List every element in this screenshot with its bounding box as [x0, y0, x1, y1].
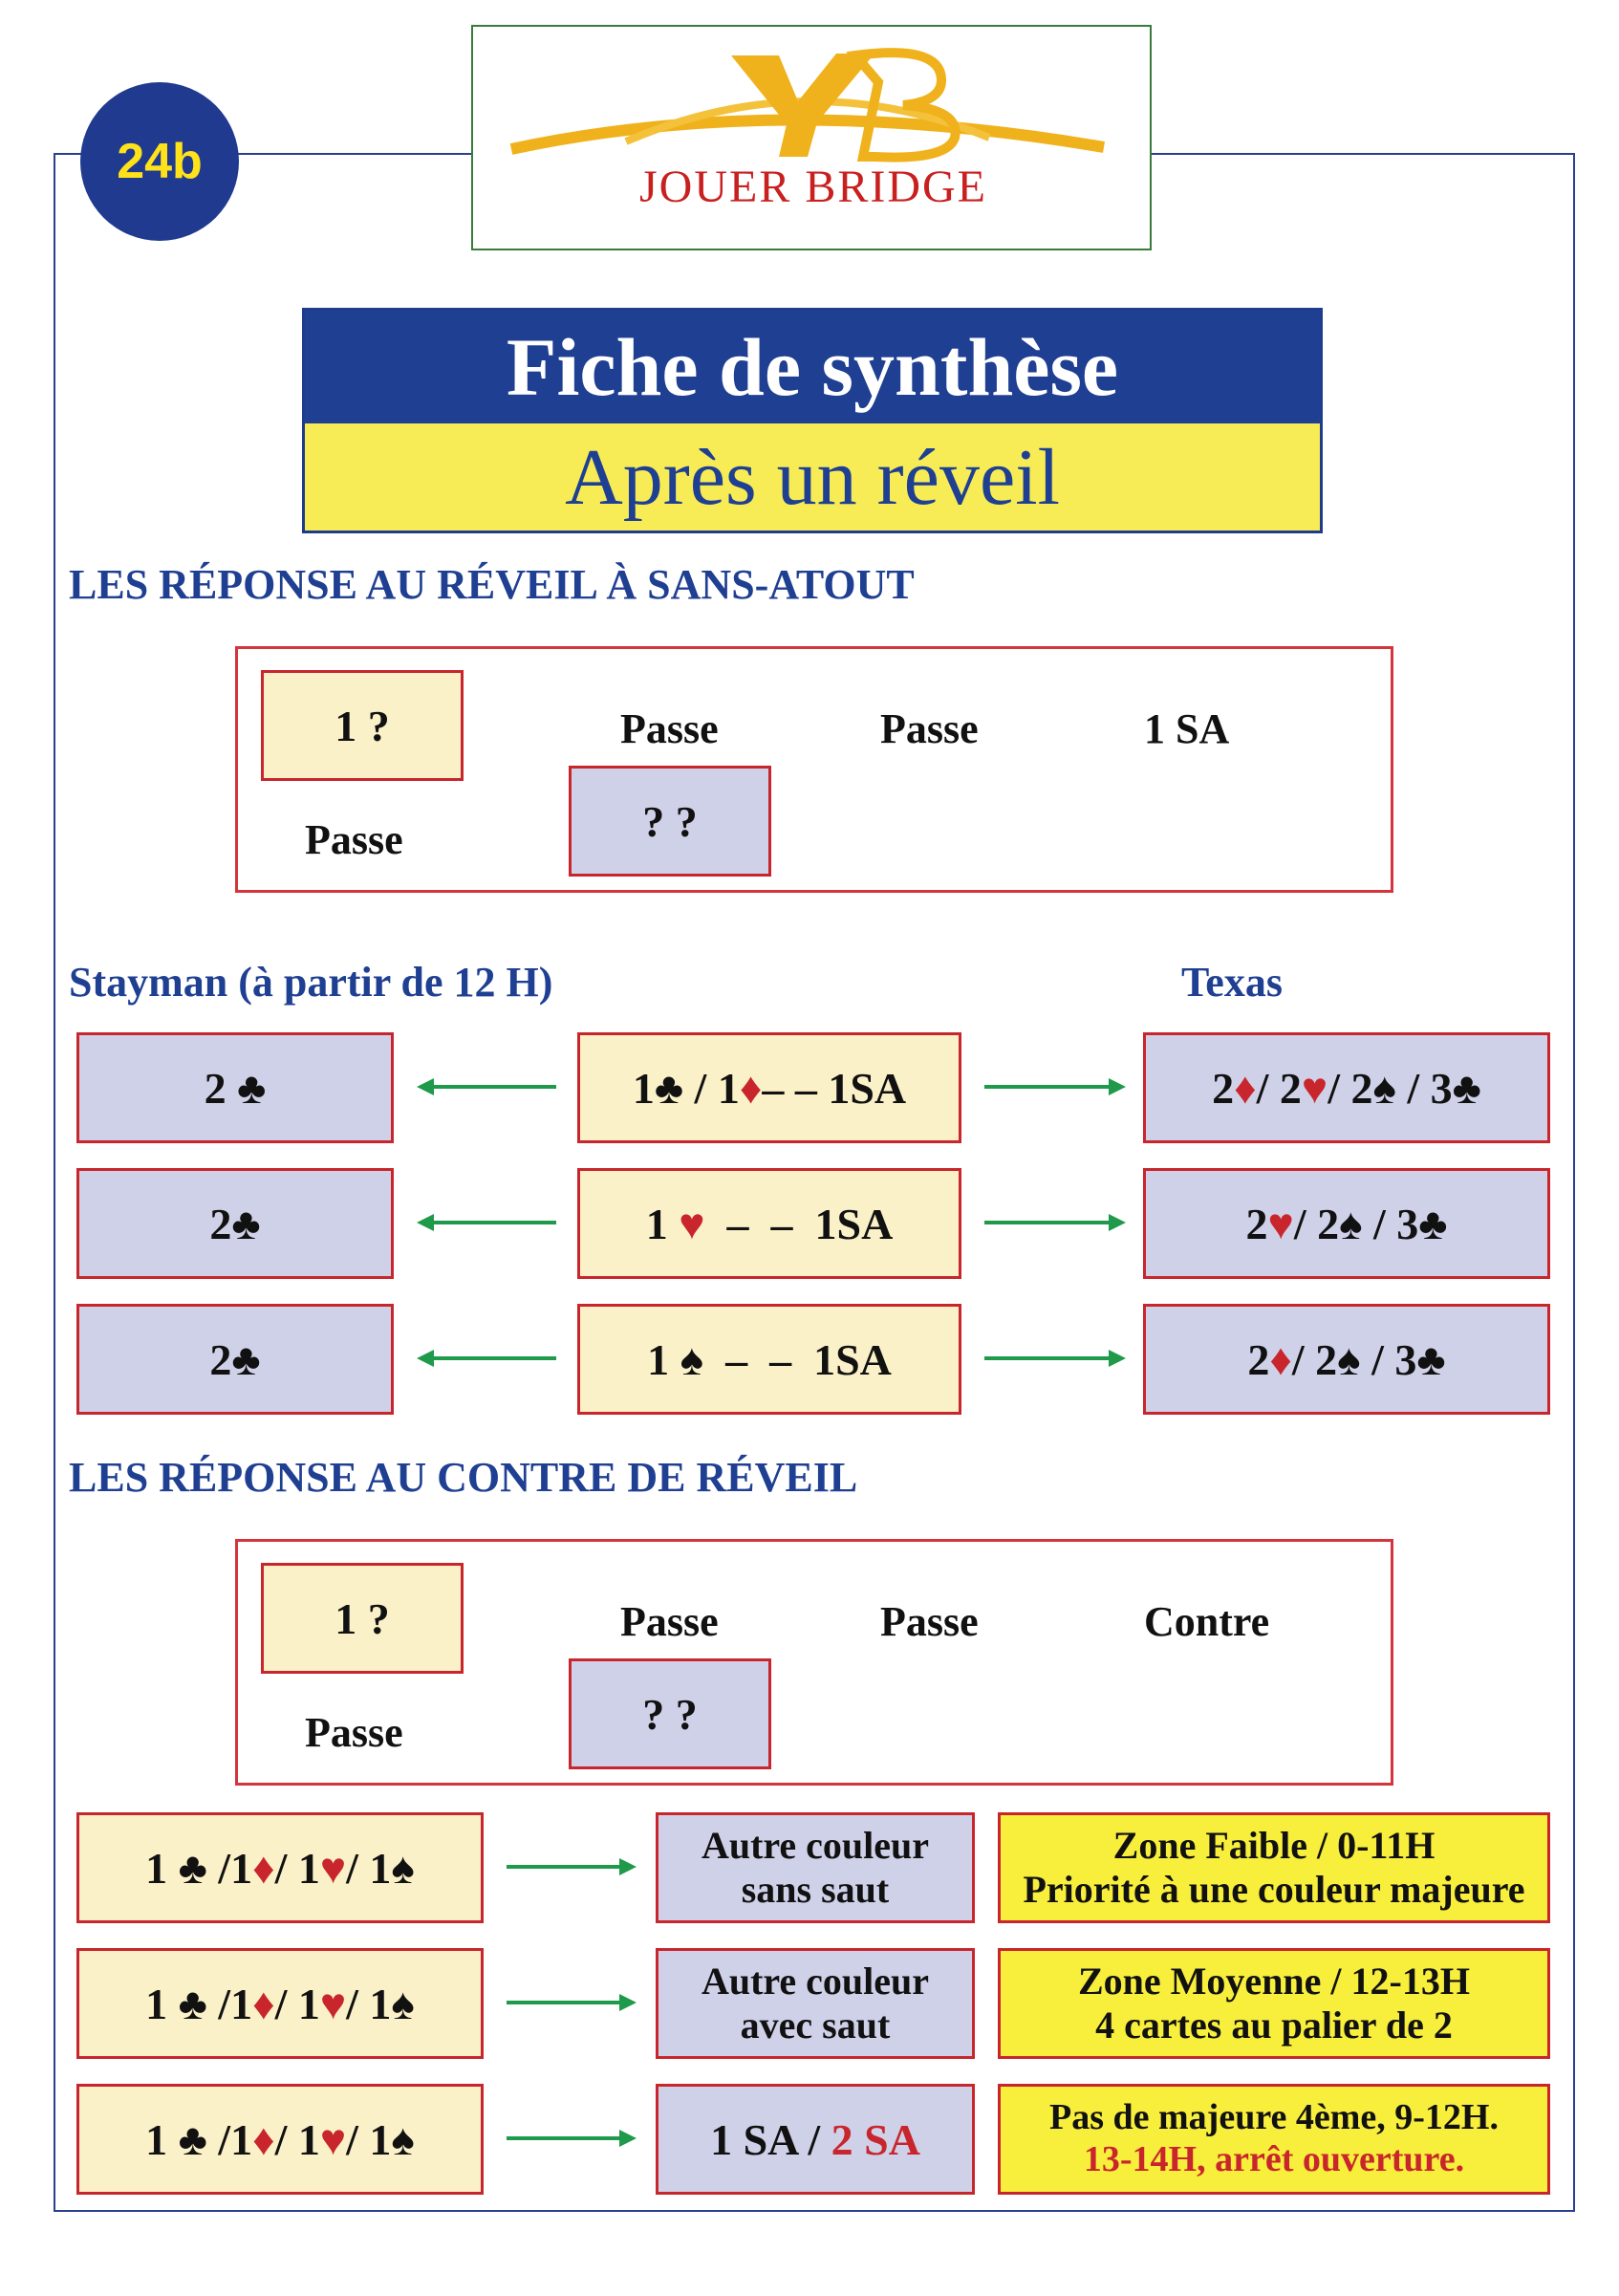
- page-title: Fiche de synthèse: [305, 311, 1320, 423]
- texas-response-3: 2 ♦ / 2♠ / 3♣: [1143, 1304, 1550, 1415]
- page-number-badge: 24b: [80, 82, 239, 241]
- zone-description-2: Zone Moyenne / 12-13H 4 cartes au palier de 2: [998, 1948, 1550, 2059]
- response-bid: ? ?: [569, 766, 771, 877]
- bid-pass-1: Passe: [620, 1598, 719, 1645]
- auction-panel-2: [235, 1539, 1393, 1786]
- section-heading-contre: LES RÉPONSE AU CONTRE DE RÉVEIL: [69, 1454, 858, 1501]
- response-bid: ? ?: [569, 1658, 771, 1769]
- response-description-3: 1 SA / 2 SA: [656, 2084, 975, 2195]
- arrow-right-icon: [984, 1074, 1126, 1099]
- stayman-response-3: 2♣: [76, 1304, 394, 1415]
- bid-pass-3: Passe: [305, 816, 403, 863]
- arrow-left-icon: [417, 1346, 558, 1371]
- texas-response-1: 2 ♦ / 2 ♥ / 2♠ / 3♣: [1143, 1032, 1550, 1143]
- bid-pass-2: Passe: [880, 1598, 979, 1645]
- title-block: [302, 308, 1323, 533]
- arrow-left-icon: [417, 1074, 558, 1099]
- opening-bid: 1 ?: [261, 1563, 464, 1674]
- logo: [471, 25, 1152, 250]
- opening-suits-3: 1 ♣ /1 ♦ / 1 ♥ / 1♠: [76, 2084, 484, 2195]
- opening-suits-1: 1 ♣ /1 ♦ / 1 ♥ / 1♠: [76, 1812, 484, 1923]
- bid-pass-2: Passe: [880, 705, 979, 752]
- logo-mark-icon: [492, 34, 1134, 168]
- auction-sequence-3: 1 ♠ – – 1SA: [577, 1304, 961, 1415]
- arrow-right-icon: [984, 1346, 1126, 1371]
- bid-1sa: 1 SA: [1144, 705, 1230, 752]
- arrow-right-icon: [984, 1210, 1126, 1235]
- zone-description-1: Zone Faible / 0-11H Priorité à une couleur majeure: [998, 1812, 1550, 1923]
- bid-pass-3: Passe: [305, 1709, 403, 1756]
- auction-sequence-2: 1 ♥ – – 1SA: [577, 1168, 961, 1279]
- stayman-response-2: 2♣: [76, 1168, 394, 1279]
- bid-contre: Contre: [1144, 1598, 1270, 1645]
- response-description-2: Autre couleur avec saut: [656, 1948, 975, 2059]
- bid-pass-1: Passe: [620, 705, 719, 752]
- section-heading-sans-atout: LES RÉPONSE AU RÉVEIL À SANS-ATOUT: [69, 561, 915, 608]
- arrow-right-icon: [507, 2126, 637, 2151]
- zone-description-3: Pas de majeure 4ème, 9-12H. 13-14H, arrêt ouverture.: [998, 2084, 1550, 2195]
- logo-text: JOUER BRIDGE: [638, 162, 987, 212]
- arrow-left-icon: [417, 1210, 558, 1235]
- texas-response-2: 2 ♥ / 2♠ / 3♣: [1143, 1168, 1550, 1279]
- opening-bid: 1 ?: [261, 670, 464, 781]
- arrow-right-icon: [507, 1990, 637, 2015]
- auction-sequence-1: 1♣ / 1 ♦ – – 1SA: [577, 1032, 961, 1143]
- auction-panel-1: [235, 646, 1393, 893]
- response-description-1: Autre couleur sans saut: [656, 1812, 975, 1923]
- texas-label: Texas: [1181, 959, 1283, 1006]
- arrow-right-icon: [507, 1854, 637, 1879]
- page-subtitle: Après un réveil: [305, 423, 1320, 531]
- stayman-label: Stayman (à partir de 12 H): [69, 959, 553, 1006]
- opening-suits-2: 1 ♣ /1 ♦ / 1 ♥ / 1♠: [76, 1948, 484, 2059]
- stayman-response-1: 2 ♣: [76, 1032, 394, 1143]
